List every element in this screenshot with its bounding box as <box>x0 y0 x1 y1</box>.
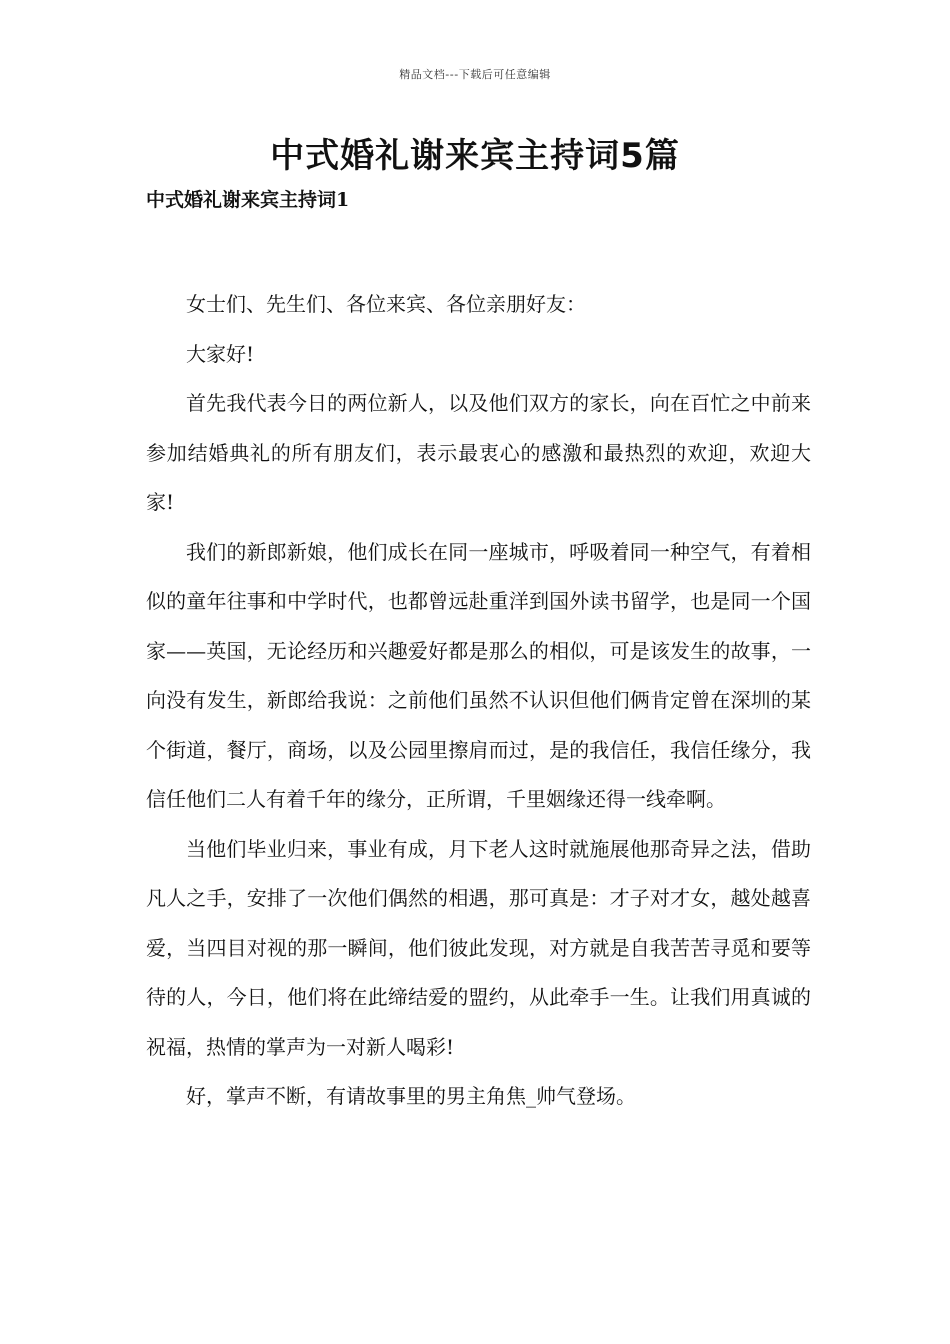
paragraph-meeting: 当他们毕业归来，事业有成，月下老人这时就施展他那奇异之法，借助凡人之手，安排了一次他们偶然的相遇，那可真是：才子对才女，越处越喜爱，当四目对视的那一瞬间，他们彼此发现，对方就是自我苦苦寻觅和要等待的人，今日，他们将在此缔结爱的盟约，从此牵手一生。让我们用真诚的祝福，热情的掌声为一对新人喝彩! <box>146 836 811 1059</box>
paragraph-hello: 大家好! <box>186 341 255 366</box>
document-body <box>146 280 811 1122</box>
paragraph-couple-story: 我们的新郎新娘，他们成长在同一座城市，呼吸着同一种空气，有着相似的童年往事和中学时代，也都曾远赴重洋到国外读书留学，也是同一个国家——英国，无论经历和兴趣爱好都是那么的相似，可是该发生的故事，一向没有发生，新郎给我说：之前他们虽然不认识但他们俩肯定曾在深圳的某个街道，餐厅，商场，以及公园里擦肩而过，是的我信任，我信任缘分，我信任他们二人有着千年的缘分，正所谓，千里姻缘还得一线牵啊。 <box>146 539 811 811</box>
paragraph-welcome: 首先我代表今日的两位新人，以及他们双方的家长，向在百忙之中前来参加结婚典礼的所有朋友们，表示最衷心的感激和最热烈的欢迎，欢迎大家! <box>146 391 811 514</box>
paragraph-groom-entrance: 好，掌声不断，有请故事里的男主角焦_帅气登场。 <box>186 1084 636 1108</box>
document-title: 中式婚礼谢来宾主持词5篇 <box>270 136 680 176</box>
section-title: 中式婚礼谢来宾主持词1 <box>146 189 350 211</box>
paragraph-greeting-audience: 女士们、先生们、各位来宾、各位亲朋好友： <box>186 292 586 316</box>
header-note: 精品文档---下载后可任意编辑 <box>399 68 551 81</box>
